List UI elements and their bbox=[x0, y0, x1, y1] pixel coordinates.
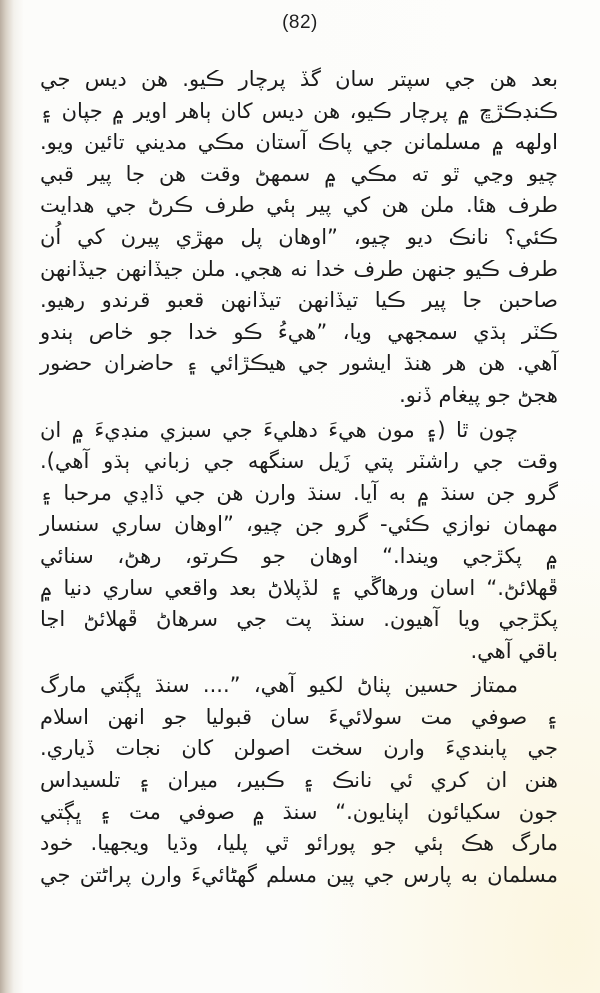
page-number: (82) bbox=[282, 12, 318, 33]
text-line: هجڻ جو پيغام ڏنو. bbox=[399, 382, 558, 407]
text-line: گرو جن سنڌ ۾ به آيا. سنڌ وارن هن جي ڏاڍي مرحبا ۽ bbox=[40, 480, 558, 505]
text-line: ۽ صوفي مت سولائيءَ سان قبوليا جو انهن اسلام bbox=[40, 704, 558, 729]
text-line: جي پابنديءَ وارن سخت اصولن کان نجات ڏياري. bbox=[40, 736, 558, 761]
text-line: جون سکيائون اپنايون.“ سنڌ ۾ صوفي مت ۽ ڀڳتي bbox=[40, 799, 558, 824]
text-line: صاحبن جا پير ڪيا تيڏانهن تيڏانهن قعبو قرندو رهيو. bbox=[40, 288, 558, 313]
text-line: ڪئي؟ نانڪ ديو چيو، ”اوهان پل مهڙي پيرن کي اُن bbox=[40, 224, 558, 249]
text-line: پکڙجي ويا آهيون. سنڌ پت جي سرهاڻ ڦهلائڻ اڃا bbox=[40, 607, 558, 632]
text-line: ڪٽر ٻڌي سمجهي ويا، ”هيءُ ڪو خدا جو خاص ٻندو bbox=[40, 319, 558, 344]
text-line: طرف هئا. ملن هن کي پير ٻئي طرف ڪرڻ جي هدايت bbox=[40, 193, 558, 218]
text-line: آهي. هن هر هنڌ ايشور جي هيڪڙائي ۽ حاضران حضور bbox=[40, 351, 558, 376]
text-line: ممتاز حسين پٺاڻ لکيو آهي، ”.... سنڌ ڀڳتي مارگ bbox=[40, 673, 518, 698]
paragraph-3 bbox=[40, 670, 558, 891]
text-line: وقت جي راشٽر پتي زَيل سنگهه جي زباني ٻڌو آهي). bbox=[40, 449, 558, 474]
text-line: بعد هن جي سپتر سان گڏ پرچار ڪيو. هن ديس جي bbox=[40, 67, 558, 91]
text-line: چيو وڃي ٿو ته مڪي ۾ سمهڻ وقت هن جا پير قبي bbox=[40, 161, 558, 186]
paragraph-1 bbox=[40, 64, 558, 412]
text-line: مسلمان به پارس جي پين مسلم گهڻائيءَ وارن پراڻتن جي bbox=[40, 862, 558, 887]
text-line: چون ٿا (۽ مون هيءَ دهليءَ جي سبزي منڊيءَ ۾ ان bbox=[40, 417, 518, 442]
text-line: ۾ پکڙجي ويندا.“ اوهان جو ڪرتو، رهڻ، سنائي bbox=[40, 543, 558, 568]
text-line: اولهه ۾ مسلمانن جي پاڪ آستان مڪي مديني تائين ويو. bbox=[40, 130, 558, 155]
text-line: مارگ هڪ ٻئي جو پورائو ٿي پليا، وڌيا ويجهيا. خود bbox=[40, 831, 558, 856]
text-line: ڦهلائڻ.“ اسان ورهاڱي ۽ لڏپلاڻ بعد واقعي ساري دنيا ۾ bbox=[40, 575, 558, 600]
text-line: طرف ڪيو جنهن طرف خدا نه هجي. ملن جيڏانهن جيڏانهن bbox=[40, 256, 558, 281]
text-line: باقي آهي. bbox=[470, 638, 558, 663]
text-line: ڪنڊڪڙڇ ۾ پرچار ڪيو، هن ديس کان ٻاهر اوير ۾ جپان ۽ bbox=[40, 98, 558, 123]
text-line: مهمان نوازي ڪئي- گرو جن چيو، ”اوهان ساري سنسار bbox=[40, 512, 558, 537]
body-text bbox=[40, 64, 558, 891]
text-line: هنن ان کري ئي نانڪ ۽ ڪبير، ميران ۽ تلسيداس bbox=[40, 768, 558, 793]
paragraph-2 bbox=[40, 415, 558, 668]
